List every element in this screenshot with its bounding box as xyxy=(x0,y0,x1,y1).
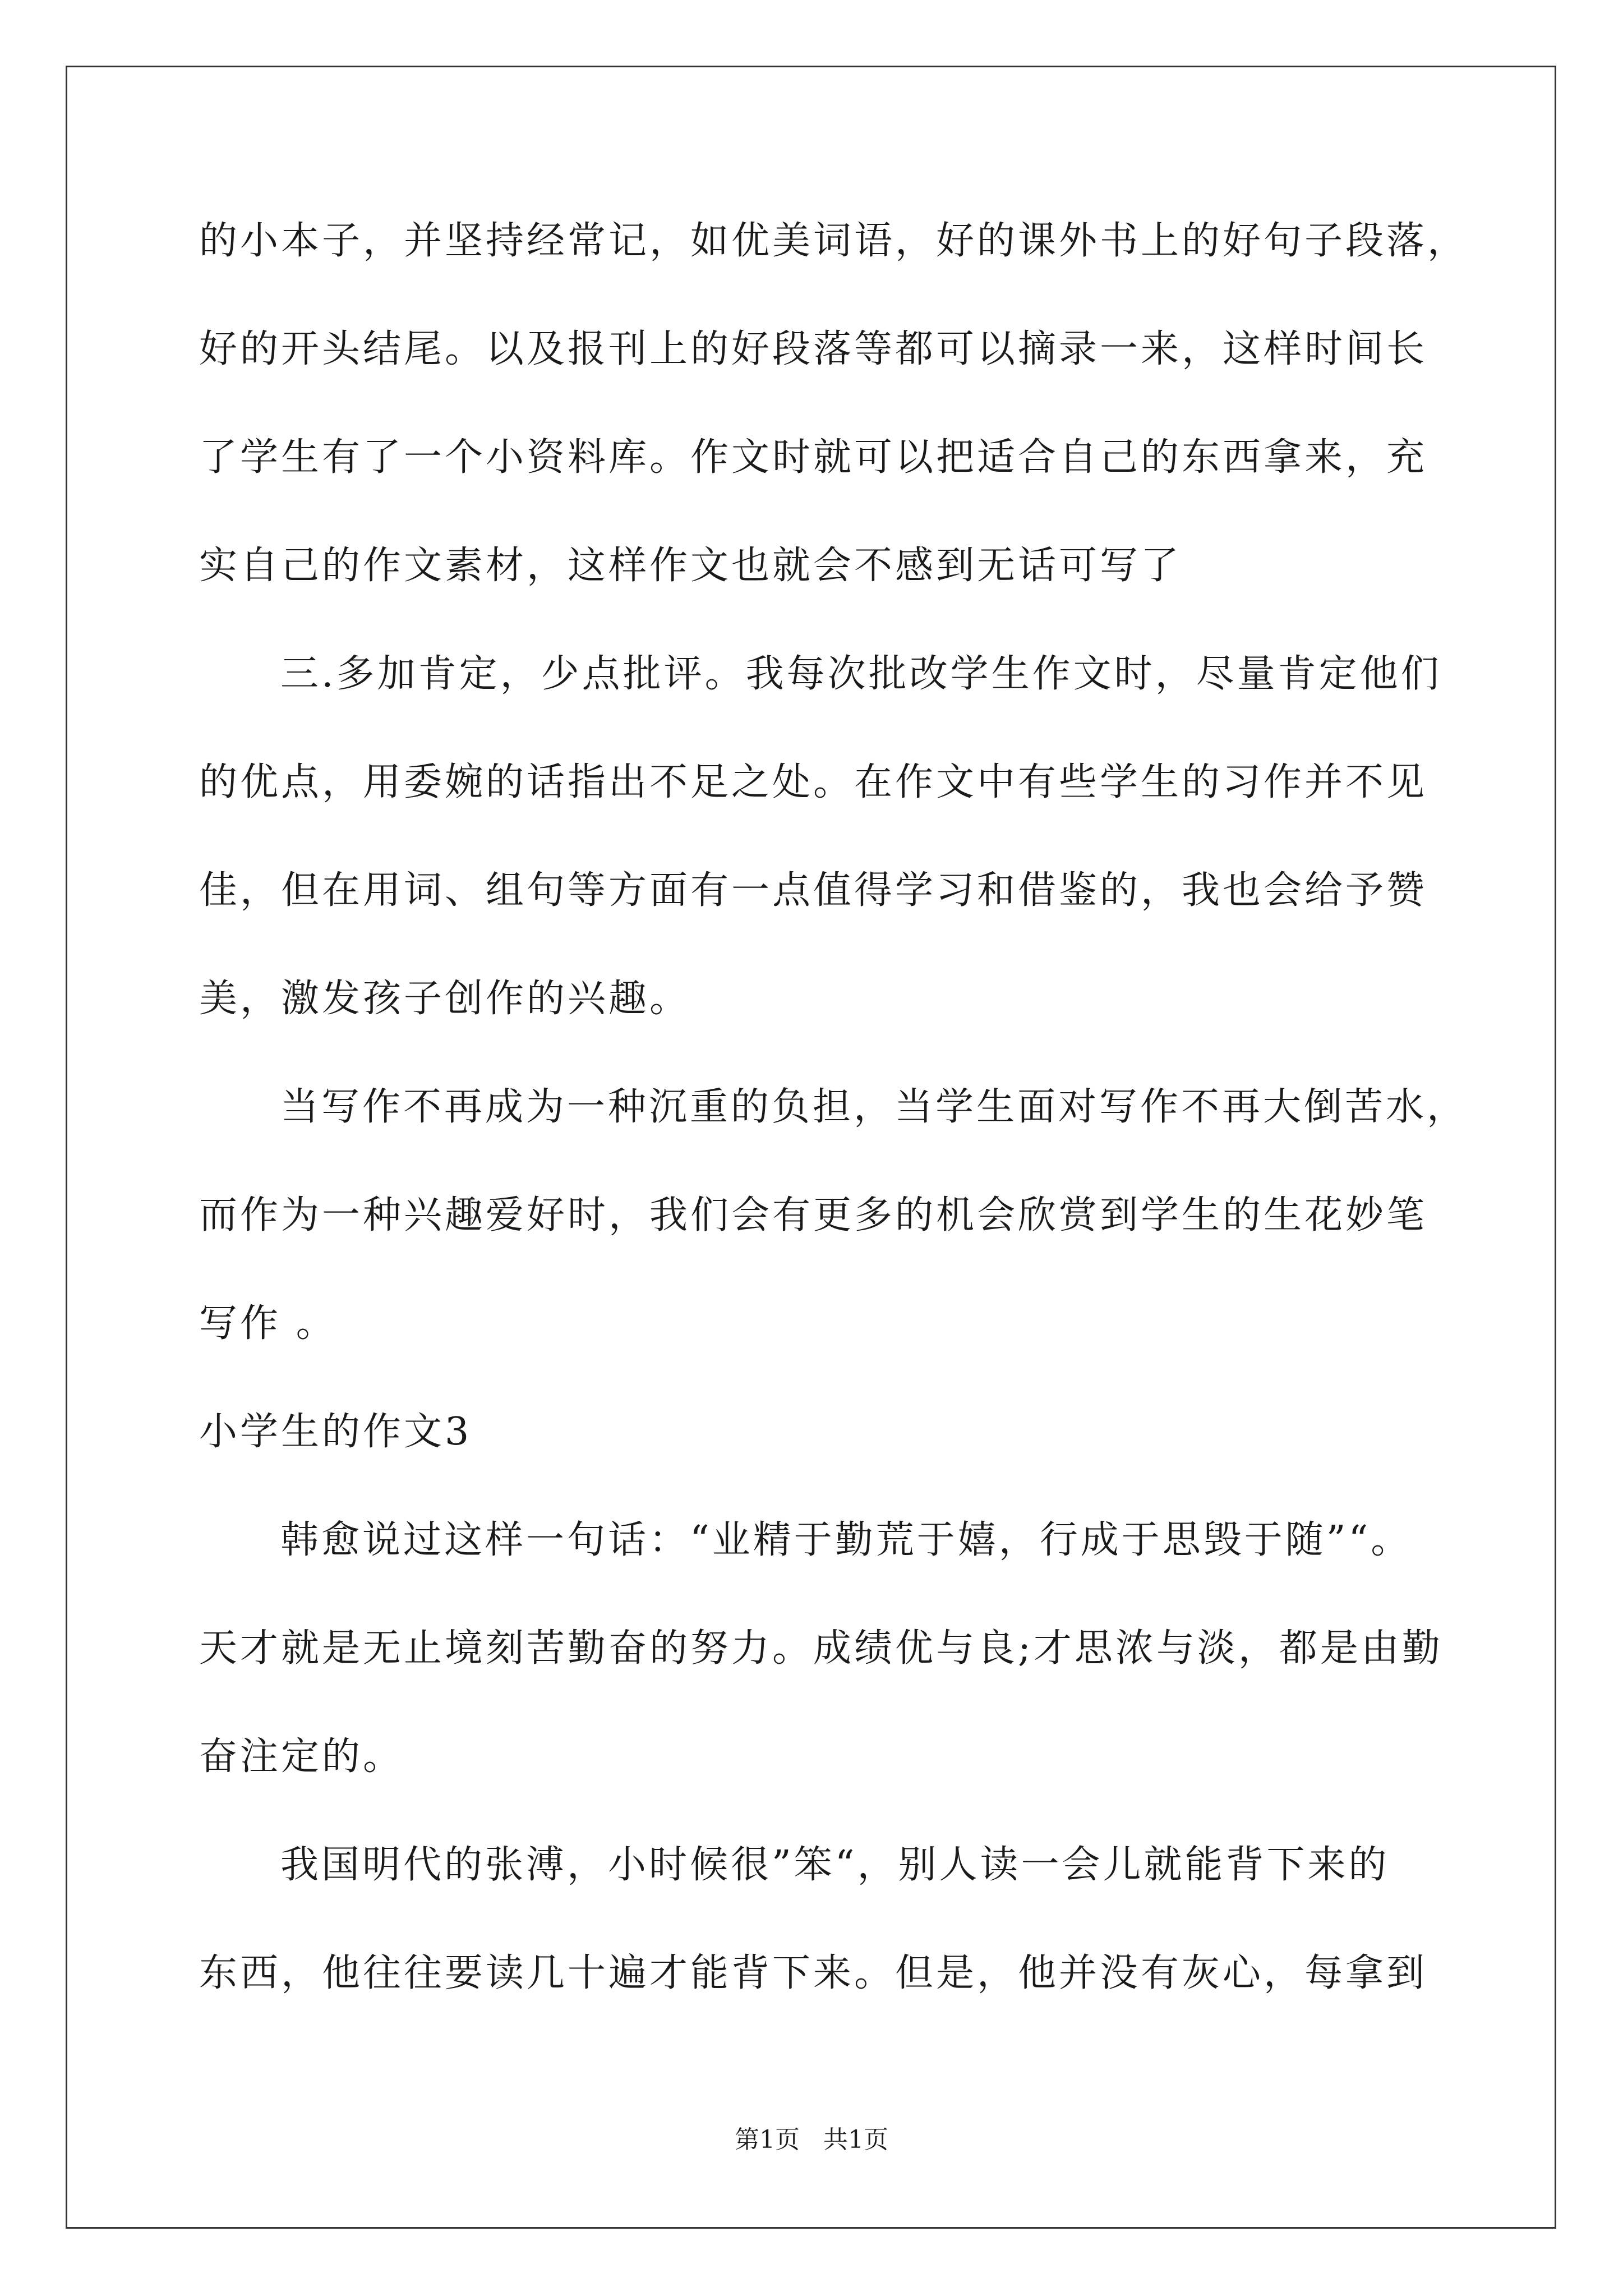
page-footer: 第1页 共1页 xyxy=(735,2125,888,2154)
document-body xyxy=(199,208,1469,2048)
text-line: 美，激发孩子创作的兴趣。 xyxy=(199,977,691,1021)
text-line: 的小本子，并坚持经常记，如优美词语，好的课外书上的好句子段落， xyxy=(199,219,1469,263)
paragraph-start-line: 我国明代的张溥，小时候很”笨“，别人读一会儿就能背下来的 xyxy=(280,1843,1390,1887)
text-line: 了学生有了一个小资料库。作文时就可以把适合自己的东西拿来，充 xyxy=(199,435,1428,480)
paragraph-start-line: 韩愈说过这样一句话：“业精于勤荒于嬉，行成于思毁于随”“。 xyxy=(280,1518,1412,1562)
text-line: 而作为一种兴趣爱好时，我们会有更多的机会欣赏到学生的生花妙笔 xyxy=(199,1193,1428,1237)
text-line: 写作 。 xyxy=(199,1301,337,1346)
section-heading: 小学生的作文3 xyxy=(199,1410,472,1454)
text-line: 实自己的作文素材，这样作文也就会不感到无话可写了 xyxy=(199,544,1182,588)
text-line: 奋注定的。 xyxy=(199,1734,404,1779)
text-line: 好的开头结尾。以及报刊上的好段落等都可以摘录一来，这样时间长 xyxy=(199,327,1428,371)
text-line: 佳，但在用词、组句等方面有一点值得学习和借鉴的，我也会给予赞 xyxy=(199,868,1428,913)
text-line: 天才就是无止境刻苦勤奋的努力。成绩优与良;才思浓与淡，都是由勤 xyxy=(199,1626,1443,1671)
paragraph-start-line: 三.多加肯定，少点批评。我每次批改学生作文时，尽量肯定他们 xyxy=(280,652,1442,696)
text-line: 的优点，用委婉的话指出不足之处。在作文中有些学生的习作并不见 xyxy=(199,760,1428,804)
paragraph-start-line: 当写作不再成为一种沉重的负担，当学生面对写作不再大倒苦水， xyxy=(280,1085,1468,1129)
text-line: 东西，他往往要读几十遍才能背下来。但是，他并没有灰心，每拿到 xyxy=(199,1951,1428,1995)
